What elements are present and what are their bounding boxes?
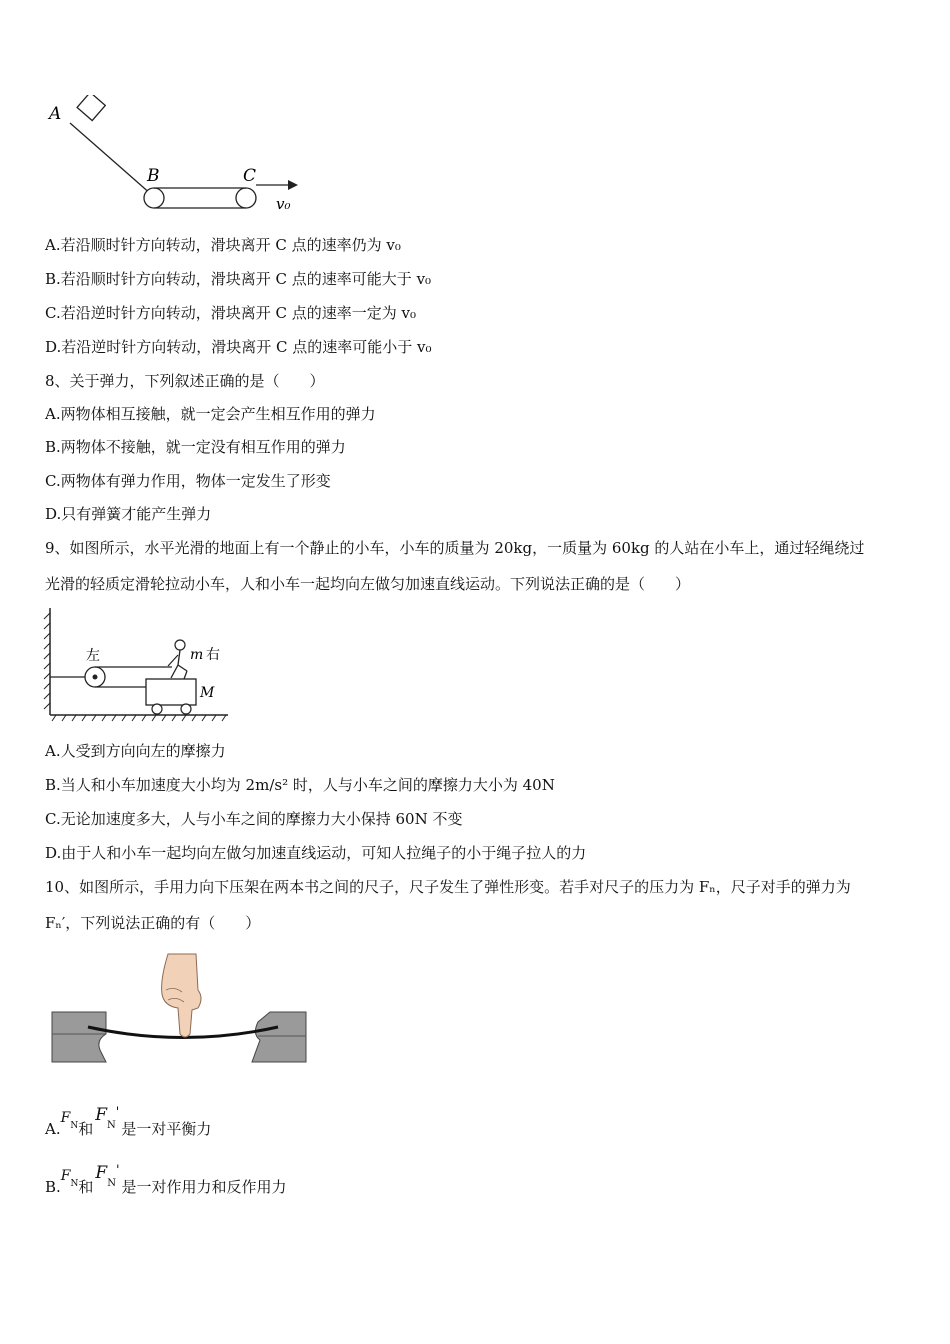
q7-option-d: D.若沿逆时针方向转动，滑块离开 C 点的速率可能小于 v₀ [45,338,432,356]
label-m: m [190,647,204,663]
label-v0: v₀ [276,195,291,213]
q7-figure [40,95,310,220]
fn-subscript: N [70,1179,79,1189]
q9-stem-line2: 光滑的轻质定滑轮拉动小车，人和小车一起均向左做匀加速直线运动。下列说法正确的是（ ） [45,575,691,593]
label-b: B [147,166,160,186]
label-a: A [49,104,62,124]
label-left: 左 [86,648,100,664]
q9-option-b: B.当人和小车加速度大小均为 2m/s² 时，人与小车之间的摩擦力大小为 40N [45,776,555,794]
q9-option-c: C.无论加速度多大，人与小车之间的摩擦力大小保持 60N 不变 [45,810,463,828]
q8-option-b: B.两物体不接触，就一定没有相互作用的弹力 [45,438,346,456]
q9-stem-line1: 9、如图所示，水平光滑的地面上有一个静止的小车，小车的质量为 20kg，一质量为 60kg 的人站在小车上，通过轻绳绕过 [45,539,865,557]
q7-option-b: B.若沿顺时针方向转动，滑块离开 C 点的速率可能大于 v₀ [45,270,432,288]
q10-option-a [45,1105,212,1138]
fn-symbol: F [60,1110,71,1126]
fn-prime-symbol: F [95,1105,108,1125]
q9-figure [40,605,240,725]
conj: 和 [78,1178,94,1196]
label-c: C [243,166,257,186]
fn-subscript: N [70,1121,79,1131]
label-right: 右 [206,647,220,663]
q9-option-d: D.由于人和小车一起均向左做匀加速直线运动，可知人拉绳子的小于绳子拉人的力 [45,844,587,862]
option-prefix: B. [45,1178,61,1196]
q10-stem-line2: Fₙ′，下列说法正确的有（ ） [45,914,261,932]
q8-stem: 8、关于弹力，下列叙述正确的是（ ） [45,372,325,390]
option-text: 是一对作用力和反作用力 [121,1178,287,1196]
option-text: 是一对平衡力 [121,1120,212,1138]
q10-stem-line1: 10、如图所示，手用力向下压架在两本书之间的尺子，尺子发生了弹性形变。若手对尺子的压力为 Fₙ，尺子对手的弹力为 [45,878,851,896]
fn-prime-symbol: F [95,1163,108,1183]
q7-option-c: C.若沿逆时针方向转动，滑块离开 C 点的速率一定为 v₀ [45,304,416,322]
label-big-m: M [200,685,215,701]
prime-mark: ' [115,1105,120,1120]
q7-option-a: A.若沿顺时针方向转动，滑块离开 C 点的速率仍为 v₀ [45,236,401,254]
q8-option-d: D.只有弹簧才能产生弹力 [45,505,212,523]
option-prefix: A. [45,1120,61,1138]
q10-option-b [45,1163,287,1196]
q8-option-c: C.两物体有弹力作用，物体一定发生了形变 [45,472,331,490]
fn-prime-subscript: N [107,1120,116,1131]
prime-mark: ' [115,1163,120,1178]
q10-figure [48,950,313,1070]
q8-option-a: A.两物体相互接触，就一定会产生相互作用的弹力 [45,405,376,423]
conj: 和 [78,1120,94,1138]
fn-symbol: F [60,1168,71,1184]
fn-prime-subscript: N [107,1178,116,1189]
q9-option-a: A.人受到方向向左的摩擦力 [45,742,226,760]
